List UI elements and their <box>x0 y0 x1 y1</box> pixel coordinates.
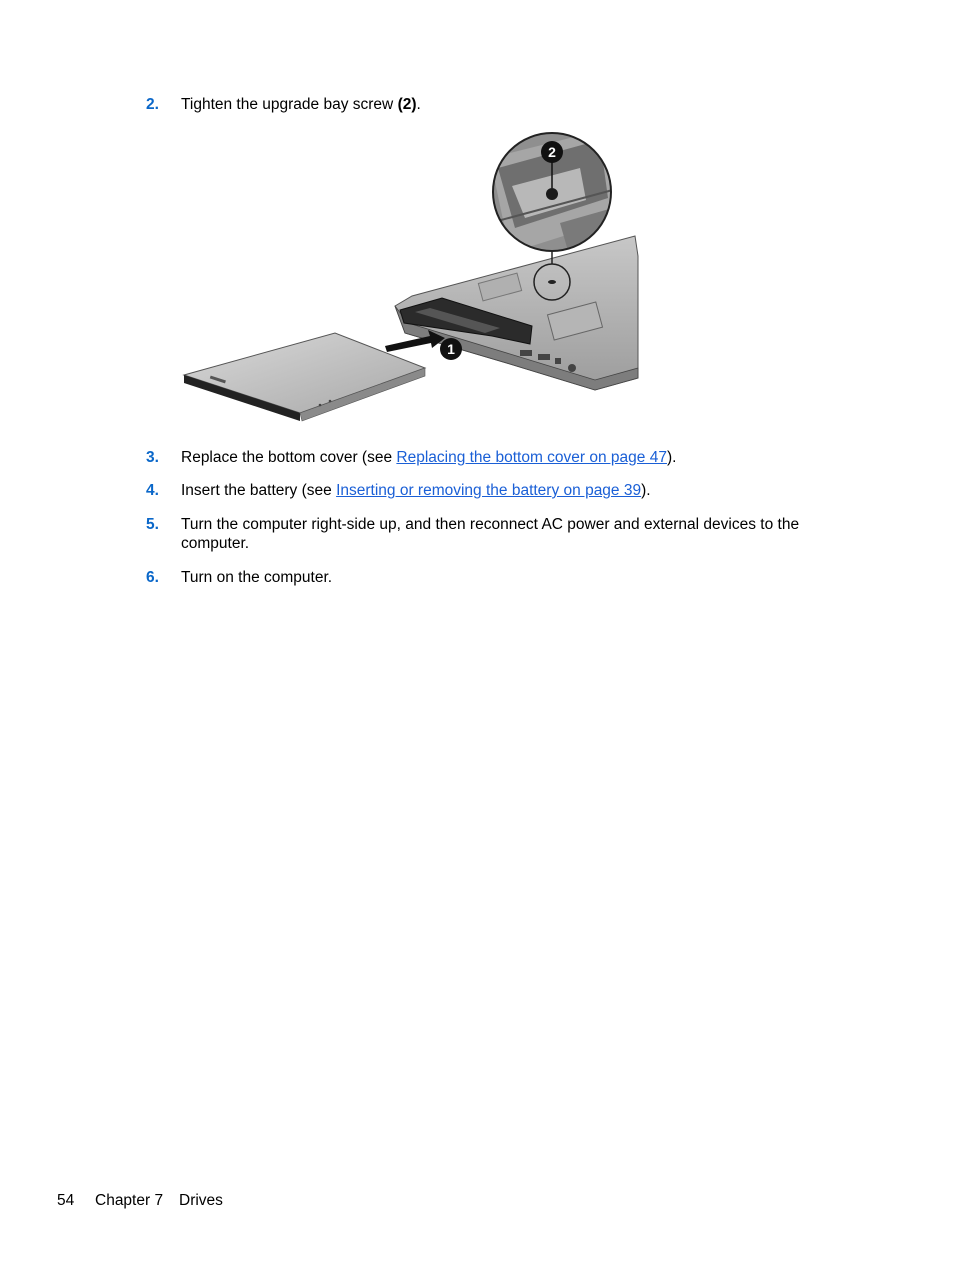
step-text-post: ). <box>641 482 651 499</box>
step-text <box>181 95 831 114</box>
step-text-pre: Tighten the upgrade bay screw <box>181 96 398 113</box>
step-text: Turn on the computer. <box>181 569 333 586</box>
step-text <box>181 481 831 500</box>
step-text-bold: (2) <box>397 96 417 113</box>
zoom-detail <box>490 128 620 258</box>
screw-icon <box>546 188 558 200</box>
step-text-pre: Insert the battery (see <box>181 482 337 499</box>
upgrade-bay-illustration <box>180 128 645 428</box>
step-number: 5. <box>146 516 159 533</box>
step-number: 6. <box>146 569 159 586</box>
step-number: 4. <box>146 482 159 499</box>
laptop-base <box>395 236 638 390</box>
step-text-post: . <box>416 96 421 113</box>
callout-2-label: 2 <box>548 144 556 160</box>
replacing-bottom-cover-link[interactable]: Replacing the bottom cover on page 47 <box>396 449 667 466</box>
callout-1-label: 1 <box>447 341 455 357</box>
section-label: Drives <box>179 1192 223 1209</box>
inserting-removing-battery-link[interactable]: Inserting or removing the battery on page 39 <box>336 482 642 499</box>
step-text-pre: Replace the bottom cover (see <box>181 449 397 466</box>
step-number: 2. <box>146 96 159 113</box>
step-number: 3. <box>146 449 159 466</box>
step-text-post: ). <box>666 449 677 466</box>
page-number: 54 <box>57 1192 75 1209</box>
step-text <box>181 448 831 467</box>
step-text: Turn the computer right-side up, and then reconnect AC power and external devices to the computer. <box>181 516 800 552</box>
chapter-label: Chapter 7 <box>95 1192 164 1209</box>
